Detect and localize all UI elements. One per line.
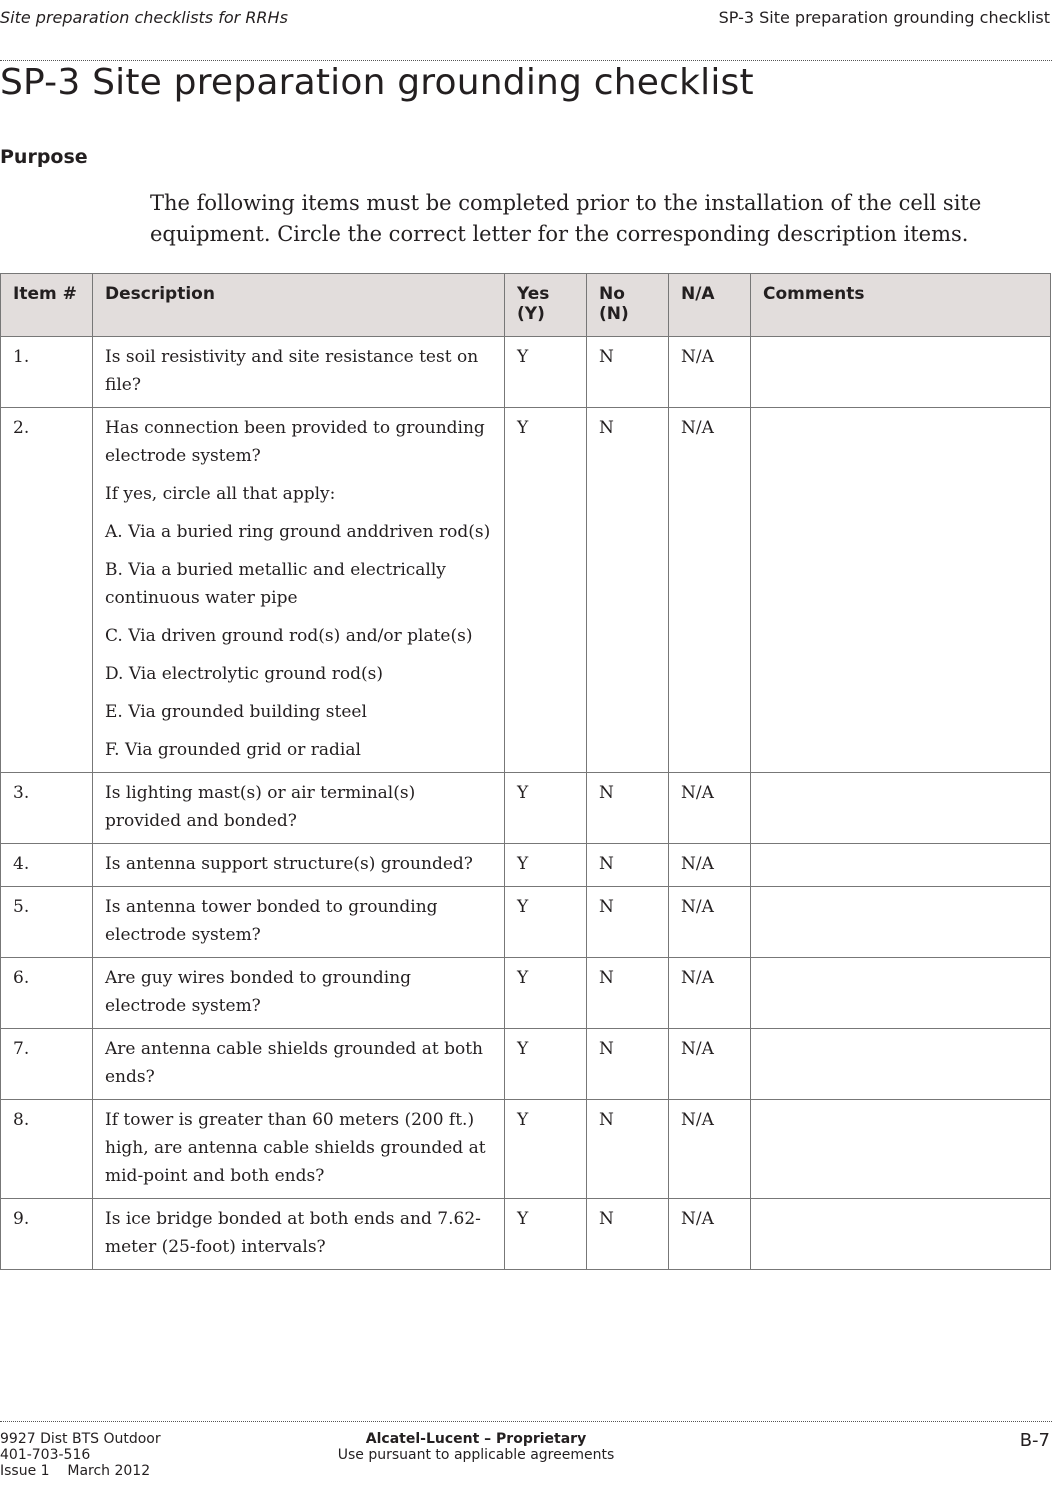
no-option-cell: N (587, 1100, 669, 1199)
header-divider (0, 60, 1052, 61)
comments-cell (751, 337, 1051, 408)
column-header-description: Description (93, 274, 505, 337)
yes-option-cell: Y (505, 1100, 587, 1199)
page-number: B-7 (1019, 1430, 1050, 1451)
description-line: Is ice bridge bonded at both ends and 7.62-meter (25-foot) intervals? (105, 1209, 481, 1257)
na-option-cell: N/A (669, 844, 751, 887)
column-header-no: No (N) (587, 274, 669, 337)
comments-cell (751, 887, 1051, 958)
item-number-cell: 3. (1, 773, 93, 844)
description-line: C. Via driven ground rod(s) and/or plate(s) (105, 626, 473, 646)
no-option-cell: N (587, 1029, 669, 1100)
comments-cell (751, 1029, 1051, 1100)
no-option-cell: N (587, 958, 669, 1029)
table-row (1, 773, 1051, 844)
description-line: Is soil resistivity and site resistance test on file? (105, 347, 479, 395)
description-line: A. Via a buried ring ground anddriven rod(s) (105, 522, 491, 542)
column-header-na: N/A (669, 274, 751, 337)
item-number-cell: 5. (1, 887, 93, 958)
table-row (1, 844, 1051, 887)
description-line: Has connection been provided to grounding electrode system? (105, 418, 485, 466)
description-line: Is antenna support structure(s) grounded? (105, 854, 473, 874)
footer-proprietary-note: Use pursuant to applicable agreements (337, 1447, 615, 1463)
no-option-cell: N (587, 844, 669, 887)
description-cell (93, 887, 505, 958)
item-number-cell: 1. (1, 337, 93, 408)
description-cell (93, 1199, 505, 1270)
comments-cell (751, 408, 1051, 773)
footer-proprietary (338, 1431, 614, 1463)
column-header-item: Item # (1, 274, 93, 337)
description-cell (93, 1029, 505, 1100)
table-body (1, 337, 1051, 1270)
yes-option-cell: Y (505, 773, 587, 844)
header-section: SP-3 Site preparation grounding checklist (718, 8, 1050, 27)
comments-cell (751, 1100, 1051, 1199)
yes-option-cell: Y (505, 337, 587, 408)
na-option-cell: N/A (669, 773, 751, 844)
no-option-cell: N (587, 887, 669, 958)
yes-option-cell: Y (505, 958, 587, 1029)
item-number-cell: 2. (1, 408, 93, 773)
na-option-cell: N/A (669, 958, 751, 1029)
description-line: Is lighting mast(s) or air terminal(s) provided and bonded? (105, 783, 416, 831)
yes-option-cell: Y (505, 1029, 587, 1100)
description-line: D. Via electrolytic ground rod(s) (105, 664, 383, 684)
footer-issue: Issue 1 March 2012 (0, 1463, 151, 1479)
table-row (1, 1029, 1051, 1100)
no-option-cell: N (587, 1199, 669, 1270)
page-title: SP-3 Site preparation grounding checklist (0, 62, 754, 103)
footer-divider (0, 1421, 1052, 1422)
grounding-checklist-table (0, 273, 1051, 1270)
description-line: Are guy wires bonded to grounding electrode system? (105, 968, 412, 1016)
item-number-cell: 6. (1, 958, 93, 1029)
item-number-cell: 4. (1, 844, 93, 887)
yes-option-cell: Y (505, 844, 587, 887)
description-line: F. Via grounded grid or radial (105, 740, 361, 760)
page-footer (0, 1423, 1052, 1487)
item-number-cell: 7. (1, 1029, 93, 1100)
section-heading: Purpose (0, 146, 88, 168)
no-option-cell: N (587, 773, 669, 844)
description-line: B. Via a buried metallic and electrically continuous water pipe (105, 560, 446, 608)
na-option-cell: N/A (669, 1100, 751, 1199)
yes-option-cell: Y (505, 887, 587, 958)
description-line: Is antenna tower bonded to grounding electrode system? (105, 897, 438, 945)
table-row (1, 958, 1051, 1029)
description-line: E. Via grounded building steel (105, 702, 367, 722)
column-header-yes: Yes (Y) (505, 274, 587, 337)
na-option-cell: N/A (669, 337, 751, 408)
table-row (1, 1199, 1051, 1270)
footer-proprietary-title: Alcatel-Lucent – Proprietary (365, 1431, 587, 1447)
footer-document-info (0, 1431, 161, 1479)
table-row (1, 408, 1051, 773)
intro-paragraph: The following items must be completed prior to the installation of the cell site equipment. Circle the correct letter for the corresponding description items. (150, 191, 982, 246)
na-option-cell: N/A (669, 1029, 751, 1100)
column-header-comments: Comments (751, 274, 1051, 337)
description-cell (93, 773, 505, 844)
description-cell (93, 844, 505, 887)
na-option-cell: N/A (669, 1199, 751, 1270)
description-cell (93, 337, 505, 408)
no-option-cell: N (587, 408, 669, 773)
description-cell (93, 408, 505, 773)
description-line: If tower is greater than 60 meters (200 ft.) high, are antenna cable shields grounded at mid-point and both ends? (105, 1110, 486, 1186)
item-number-cell: 9. (1, 1199, 93, 1270)
na-option-cell: N/A (669, 887, 751, 958)
footer-doc-number: 401-703-516 (0, 1447, 91, 1463)
comments-cell (751, 844, 1051, 887)
table-row (1, 1100, 1051, 1199)
table-header-row (1, 274, 1051, 337)
footer-product: 9927 Dist BTS Outdoor (0, 1431, 161, 1447)
description-line: If yes, circle all that apply: (105, 484, 336, 504)
header-chapter: Site preparation checklists for RRHs (0, 8, 288, 27)
comments-cell (751, 958, 1051, 1029)
item-number-cell: 8. (1, 1100, 93, 1199)
running-header (0, 0, 1052, 36)
yes-option-cell: Y (505, 408, 587, 773)
table-row (1, 337, 1051, 408)
na-option-cell: N/A (669, 408, 751, 773)
description-cell (93, 958, 505, 1029)
description-cell (93, 1100, 505, 1199)
table-row (1, 887, 1051, 958)
comments-cell (751, 773, 1051, 844)
no-option-cell: N (587, 337, 669, 408)
yes-option-cell: Y (505, 1199, 587, 1270)
description-line: Are antenna cable shields grounded at both ends? (105, 1039, 483, 1087)
comments-cell (751, 1199, 1051, 1270)
